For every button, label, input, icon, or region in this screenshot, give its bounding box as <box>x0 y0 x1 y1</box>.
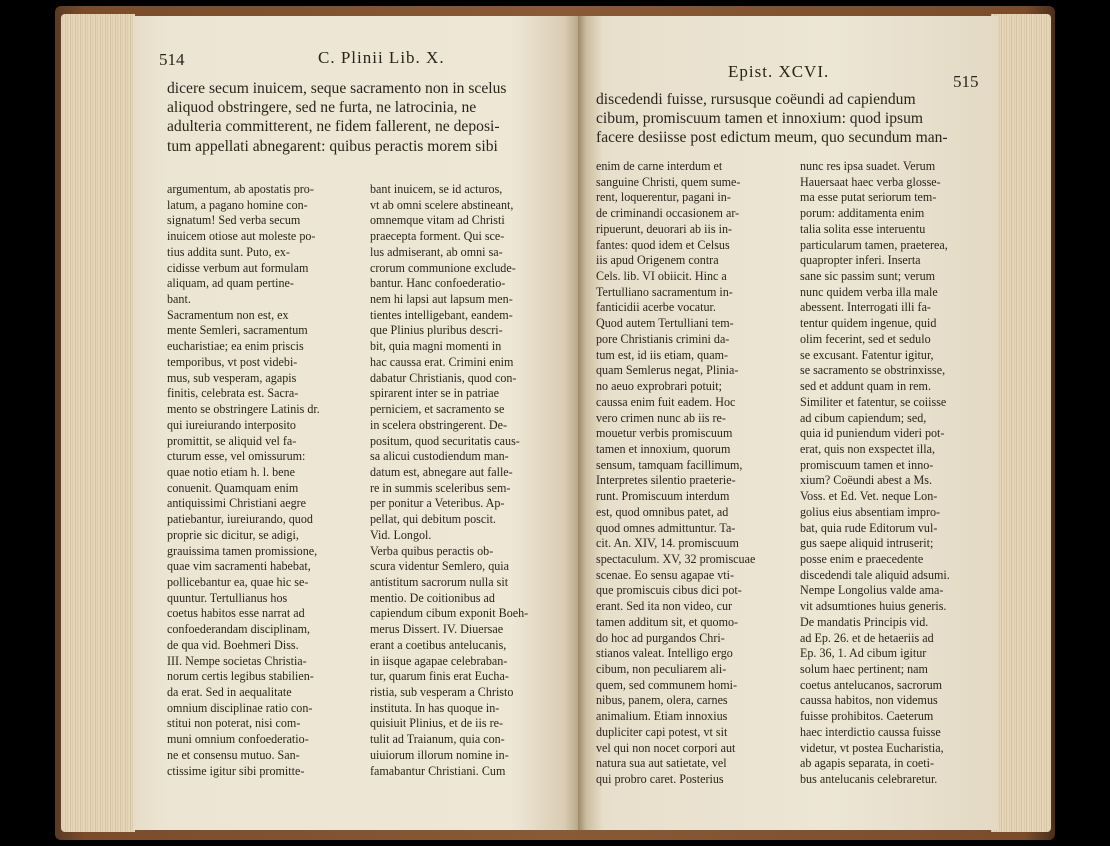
left-page <box>133 16 578 830</box>
text-line: discedendi fuisse, rursusque coëundi ad capiendum <box>596 91 916 108</box>
text-line: golius eius absentiam impro- <box>800 504 941 519</box>
text-line: quae notio etiam h. l. bene <box>167 464 295 479</box>
text-line: grauissima tamen promissione, <box>167 543 318 558</box>
text-line: lus admiserant, ab omni sa- <box>370 244 503 259</box>
text-line: posse enim e praecedente <box>800 551 924 566</box>
text-line: mouetur verbis promiscuum <box>596 426 733 441</box>
text-line: rent, loquerentur, pagani in- <box>596 190 731 205</box>
text-line: coetus antelucanos, sacrorum <box>800 677 943 692</box>
text-line: scura videntur Semlero, quia <box>370 559 510 574</box>
text-line: ctissime igitur sibi promitte- <box>167 763 305 778</box>
text-line: confoederandam disciplinam, <box>167 622 311 637</box>
text-line: Nempe Longolius valde ama- <box>800 583 944 598</box>
text-line: xium? Coëundi abest a Ms. <box>800 473 933 488</box>
text-line: promiscuum tamen et inno- <box>800 457 934 472</box>
text-line: ad Ep. 26. et de hetaeriis ad <box>800 630 934 645</box>
text-line: cibum, non peculiarem ali- <box>596 662 727 676</box>
text-line: vero crimen nunc ab iis re- <box>596 410 726 425</box>
text-line: Sacramentum non est, ex <box>167 307 289 322</box>
text-line: mus, sub vesperam, agapis <box>167 370 297 385</box>
text-line: crorum communione exclude- <box>370 260 516 275</box>
text-line: ab agapis separata, in coeti- <box>800 756 934 771</box>
text-line: merus Dissert. IV. Diuersae <box>370 622 504 637</box>
text-line: positum, quod securitatis caus- <box>370 433 520 448</box>
text-line: Ep. 36, 1. Ad cibum igitur <box>800 646 927 661</box>
text-line: quuntur. Tertullianus hos <box>167 590 288 605</box>
text-line: argumentum, ab apostatis pro- <box>167 182 314 196</box>
right-page-number: 515 <box>953 72 979 91</box>
text-line: patiebantur, iureiurando, quod <box>167 512 313 527</box>
text-line: solum haec pertinent; nam <box>800 662 928 676</box>
text-line: natura sua aut satietate, vel <box>596 756 727 771</box>
right-main-text <box>596 90 996 148</box>
text-line: cit. An. XIV, 14. promiscuum <box>596 536 739 551</box>
text-line: tamen et innoxium, quorum <box>596 441 731 456</box>
text-line: tum est, id iis etiam, quam- <box>596 347 729 362</box>
page-edges-right <box>991 14 1051 832</box>
text-line: caussa enim fuit eadem. Hoc <box>596 394 736 409</box>
text-line: mente Semleri, sacramentum <box>167 323 308 338</box>
text-line: Hauersaat haec verba glosse- <box>800 174 941 189</box>
text-line: erat, quis non exspectet illa, <box>800 441 936 456</box>
text-line: do hoc ad purgandos Chri- <box>596 630 725 645</box>
text-line: omnemque vitam ad Christi <box>370 213 505 228</box>
text-line: III. Nempe societas Christia- <box>167 653 307 668</box>
text-line: qui iureiurando interposito <box>167 417 296 432</box>
text-line: latum, a pagano homine con- <box>167 197 308 212</box>
text-line: scenae. Eo sensu agapae vti- <box>596 567 735 582</box>
text-line: proprie sic dicitur, se adigi, <box>167 527 299 542</box>
text-line: pollicebantur ea, quae hic se- <box>167 574 309 589</box>
text-line: ripuerunt, deuorari ab iis in- <box>596 221 733 236</box>
text-line: fantes: quod idem et Celsus <box>596 237 730 252</box>
text-line: de criminandi occasionem ar- <box>596 206 740 221</box>
text-line: se sacramento se obstrinxisse, <box>800 363 946 378</box>
text-line: quam Semlerus negat, Plinia- <box>596 363 739 378</box>
left-commentary-col2 <box>370 182 570 779</box>
text-line: bus antelucanis celebraretur. <box>800 772 938 787</box>
text-line: bant inuicem, se id acturos, <box>370 182 503 196</box>
text-line: iis apud Origenem contra <box>596 253 719 268</box>
text-line: spectaculum. XV, 32 promiscuae <box>596 551 756 566</box>
text-line: vel qui non nocet corpori aut <box>596 740 736 755</box>
text-line: quapropter inferi. Inserta <box>800 253 921 268</box>
text-line: bat, quia rude Editorum vul- <box>800 520 938 535</box>
text-line: quod omnes admittuntur. Ta- <box>596 520 736 535</box>
left-page-number: 514 <box>159 50 185 69</box>
text-line: mento se obstringere Latinis dr. <box>167 402 320 417</box>
text-line: quae vim sacramenti habebat, <box>167 559 311 574</box>
text-line: discedendi tale aliquid adsumi. <box>800 567 950 582</box>
text-line: videtur, vt postea Eucharistia, <box>800 740 944 755</box>
text-line: per ponitur a Veteribus. Ap- <box>370 496 505 511</box>
text-line: omnium disciplinae ratio con- <box>167 700 313 715</box>
text-line: bant. <box>167 292 191 307</box>
text-line: erant. Sed ita non video, cur <box>596 599 733 614</box>
text-line: da erat. Sed in aequalitate <box>167 685 292 699</box>
left-running-head: C. Plinii Lib. X. <box>318 48 445 67</box>
text-line: Voss. et Ed. Vet. neque Lon- <box>800 489 938 504</box>
open-book <box>55 6 1055 840</box>
text-line: Vid. Longol. <box>370 527 432 542</box>
text-line: Interpretes silentio praeterie- <box>596 473 736 488</box>
text-line: nunc res ipsa suadet. Verum <box>800 159 936 173</box>
text-line: dicere secum inuicem, seque sacramento non in scelus <box>167 80 507 97</box>
text-line: nibus, panem, olera, carnes <box>596 693 728 708</box>
text-line: instituta. In has quoque in- <box>370 700 500 715</box>
text-line: tur, quarum finis erat Eucha- <box>370 669 509 684</box>
text-line: sane sic passim sunt; verum <box>800 269 936 284</box>
text-line: De mandatis Principis vid. <box>800 614 929 629</box>
text-line: temporibus, vt post videbi- <box>167 354 298 369</box>
text-line: stitui non poterat, nisi com- <box>167 716 301 731</box>
text-line: praecepta forment. Qui sce- <box>370 229 505 244</box>
left-main-text <box>167 79 572 156</box>
text-line: se excusant. Fatentur igitur, <box>800 347 934 362</box>
text-line: famabantur Christiani. Cum <box>370 763 506 778</box>
text-line: tulit ad Traianum, quia con- <box>370 732 505 747</box>
text-line: norum certis legibus stabilien- <box>167 669 314 684</box>
text-line: pore Christianis crimini da- <box>596 331 730 346</box>
text-line: spirarent inter se in patriae <box>370 386 499 401</box>
text-line: datum est, abnegare aut falle- <box>370 464 513 479</box>
text-line: tius addita sunt. Puto, ex- <box>167 244 290 259</box>
text-line: capiendum cibum exponit Boeh- <box>370 606 529 621</box>
text-line: ristia, sub vesperam a Christo <box>370 685 514 699</box>
text-line: Similiter et fatentur, se coiisse <box>800 394 947 409</box>
text-line: Verba quibus peractis ob- <box>370 543 494 558</box>
text-line: in iisque agapae celebraban- <box>370 653 508 668</box>
text-line: haec interdictio caussa fuisse <box>800 724 941 739</box>
text-line: Cels. lib. VI obiicit. Hinc a <box>596 269 727 284</box>
text-line: mentio. De coitionibus ad <box>370 590 495 605</box>
text-line: sanguine Christi, quem sume- <box>596 174 741 189</box>
text-line: talia solita esse interuentu <box>800 221 926 236</box>
text-line: cidisse verbum aut formulam <box>167 260 309 275</box>
right-running-head: Epist. XCVI. <box>728 62 830 81</box>
text-line: no aeuo exprobrari potuit; <box>596 379 722 394</box>
text-line: dabatur Christianis, quod con- <box>370 370 517 385</box>
text-line: hac caussa erat. Crimini enim <box>370 354 514 369</box>
text-line: nunc quidem verba illa male <box>800 284 938 299</box>
text-line: erant a coetibus antelucanis, <box>370 637 507 652</box>
text-line: Quod autem Tertulliani tem- <box>596 316 734 331</box>
text-line: est, quod omnibus patet, ad <box>596 504 729 519</box>
text-line: antiquissimi Christiani aegre <box>167 496 307 511</box>
right-page <box>578 16 998 830</box>
text-line: enim de carne interdum et <box>596 159 723 173</box>
right-commentary-col1 <box>596 159 791 788</box>
text-line: bantur. Hanc confoederatio- <box>370 276 506 291</box>
text-line: stianos valeat. Intelligo ergo <box>596 646 733 661</box>
text-line: gus saepe aliquid intruserit; <box>800 536 934 551</box>
text-line: dupliciter capi potest, vt sit <box>596 724 728 739</box>
text-line: abessent. Interrogati illi fa- <box>800 300 931 315</box>
text-line: particularum tamen, praeterea, <box>800 237 948 252</box>
right-commentary-col2 <box>800 159 998 788</box>
text-line: aliquam, ad quam pertine- <box>167 276 294 291</box>
text-line: ne et consensu mutuo. San- <box>167 747 300 762</box>
text-line: tientes intelligebant, eandem- <box>370 307 513 322</box>
text-line: ma esse putat seriorum tem- <box>800 190 937 205</box>
text-line: que promiscuis cibus dici pot- <box>596 583 742 598</box>
text-line: tentur quidem ingenue, quid <box>800 316 937 331</box>
text-line: re in summis sceleribus sem- <box>370 480 511 495</box>
text-line: tum appellati abnegarent: quibus peractis morem sibi <box>167 137 498 155</box>
text-line: que Plinius pluribus descri- <box>370 323 503 338</box>
text-line: uiuiorum illorum nomine in- <box>370 747 509 762</box>
text-line: de qua vid. Boehmeri Diss. <box>167 637 299 652</box>
text-line: quia id puniendum videri pot- <box>800 426 945 441</box>
text-line: finitis, celebrata est. Sacra- <box>167 386 299 401</box>
left-commentary-col1 <box>167 182 362 779</box>
text-line: nem hi lapsi aut lapsum men- <box>370 292 513 307</box>
text-line: vit adsumtiones huius generis. <box>800 599 947 614</box>
text-line: cturum esse, vel omissurum: <box>167 449 306 464</box>
text-line: perniciem, et sacramento se <box>370 402 505 417</box>
text-line: sa alicui custodiendum man- <box>370 449 509 464</box>
text-line: adulteria committerent, ne fidem fallerent, ne deposi- <box>167 118 500 136</box>
text-line: quisiuit Plinius, et de iis re- <box>370 716 504 731</box>
text-line: sensum, tamquam facillimum, <box>596 457 743 472</box>
text-line: in scelera obstringerent. De- <box>370 417 508 432</box>
text-line: olim fecerint, sed et sedulo <box>800 331 931 346</box>
text-line: quem, sed communem homi- <box>596 677 738 692</box>
text-line: sed et addunt quam in rem. <box>800 379 931 394</box>
text-line: animalium. Etiam innoxius <box>596 709 728 724</box>
text-line: eucharistiae; ea enim priscis <box>167 339 304 354</box>
text-line: conuenit. Quamquam enim <box>167 480 299 495</box>
text-line: signatum! Sed verba secum <box>167 213 301 228</box>
text-line: antistitum sacrorum nulla sit <box>370 574 509 589</box>
text-line: vt ab omni scelere abstineant, <box>370 197 514 212</box>
text-line: porum: additamenta enim <box>800 206 925 221</box>
text-line: facere desiisse post edictum meum, quo secundum man- <box>596 129 948 147</box>
text-line: coetus habitos esse narrat ad <box>167 606 305 621</box>
text-line: fanticidii acerbe vocatur. <box>596 300 716 315</box>
text-line: tamen additum sit, et quomo- <box>596 614 739 629</box>
text-line: pellat, qui debitum poscit. <box>370 512 496 527</box>
text-line: inuicem otiose aut moleste po- <box>167 229 316 244</box>
text-line: qui probro caret. Posterius <box>596 772 724 787</box>
text-line: aliquod obstringere, sed ne furta, ne latrocinia, ne <box>167 99 477 117</box>
text-line: promittit, se aliquid vel fa- <box>167 433 297 448</box>
page-edges-left <box>61 14 135 832</box>
text-line: muni omnium confoederatio- <box>167 732 309 747</box>
text-line: Tertulliano sacramentum in- <box>596 284 733 299</box>
text-line: cibum, promiscuum tamen et innoxium: quod ipsum <box>596 110 924 128</box>
text-line: fuisse prohibitos. Caeterum <box>800 709 934 724</box>
text-line: caussa habitos, non videmus <box>800 693 938 708</box>
text-line: bit, quia magni momenti in <box>370 339 502 354</box>
text-line: ad cibum capiendum; sed, <box>800 410 927 425</box>
text-line: runt. Promiscuum interdum <box>596 489 730 504</box>
